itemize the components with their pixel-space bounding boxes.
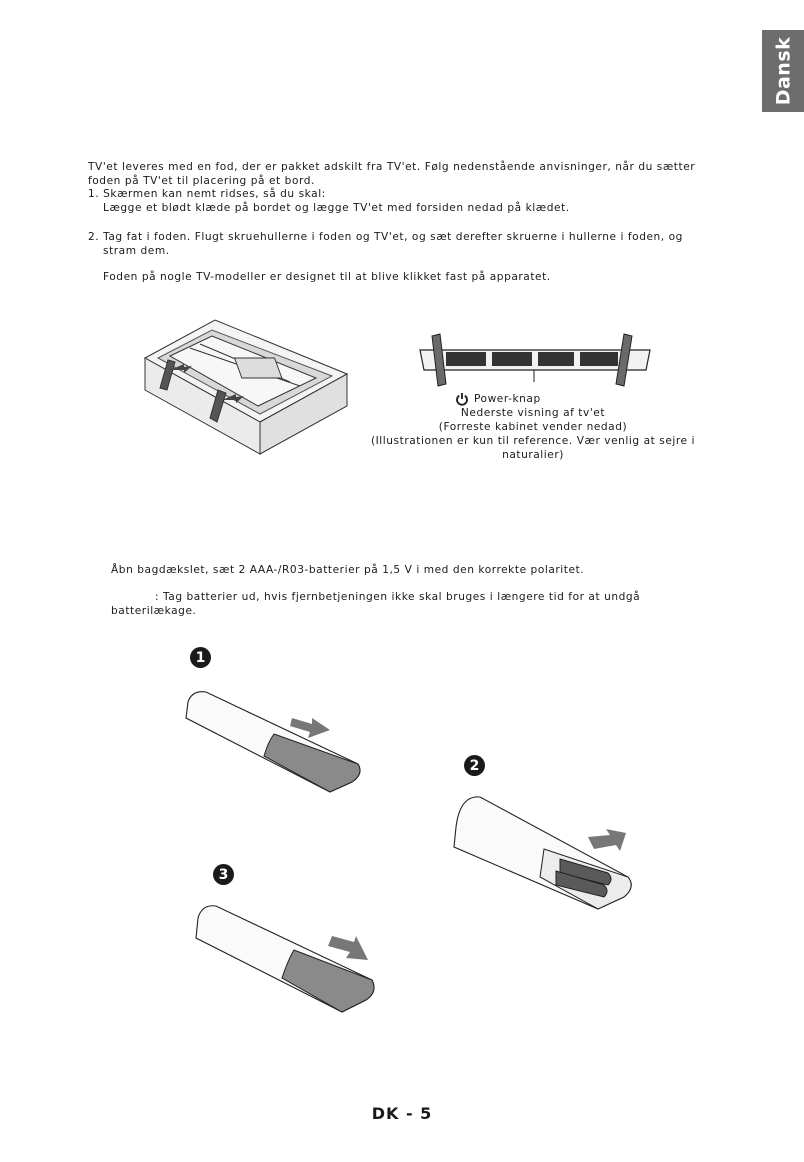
battery-instruction: Åbn bagdækslet, sæt 2 AAA-/R03-batterier på 1,5 V i med den korrekte polaritet. bbox=[111, 564, 585, 576]
intro-line-1: TV'et leveres med en fod, der er pakket adskilt fra TV'et. Følg nedenstående anvisninger, når du sætter bbox=[88, 161, 696, 173]
battery-note-line-2: batterilækage. bbox=[111, 605, 197, 617]
step1-line-2: Lægge et blødt klæde på bordet og lægge TV'et med forsiden nedad på klædet. bbox=[103, 202, 570, 214]
language-tab bbox=[762, 30, 804, 112]
step2-line-2: stram dem. bbox=[103, 245, 170, 257]
language-tab-label: Dansk bbox=[772, 36, 795, 106]
power-icon bbox=[455, 392, 469, 406]
step-badge-2: 2 bbox=[464, 755, 485, 776]
battery-note-line-1: : Tag batterier ud, hvis fjernbetjeningen ikke skal bruges i længere tid for at undgå bbox=[155, 591, 641, 603]
reference-note-line-1: (Illustrationen er kun til reference. Vær venlig at sejre i bbox=[370, 435, 696, 447]
page-number: DK - 5 bbox=[371, 1104, 433, 1123]
reference-note-line-2: naturalier) bbox=[502, 449, 564, 461]
remote-open-cover-illustration bbox=[180, 682, 365, 798]
bottom-view-caption: Nederste visning af tv'et bbox=[460, 407, 606, 419]
step-badge-3: 3 bbox=[213, 864, 234, 885]
tv-bottom-view-illustration bbox=[418, 330, 652, 388]
step2-line-1: 2. Tag fat i foden. Flugt skruehullerne i foden og TV'et, og sæt derefter skruerne i hullerne i foden, og bbox=[88, 231, 683, 243]
remote-close-cover-illustration bbox=[190, 898, 380, 1018]
step-badge-1: 1 bbox=[190, 647, 211, 668]
intro-line-2: foden på TV'et til placering på et bord. bbox=[88, 175, 315, 187]
stand-installation-illustration bbox=[140, 318, 352, 456]
stand-note: Foden på nogle TV-modeller er designet til at blive klikket fast på apparatet. bbox=[103, 271, 551, 283]
front-cabinet-caption: (Forreste kabinet vender nedad) bbox=[438, 421, 628, 433]
power-button-label: Power-knap bbox=[474, 393, 541, 405]
remote-insert-batteries-illustration bbox=[448, 787, 643, 917]
step1-line-1: 1. Skærmen kan nemt ridses, så du skal: bbox=[88, 188, 326, 200]
